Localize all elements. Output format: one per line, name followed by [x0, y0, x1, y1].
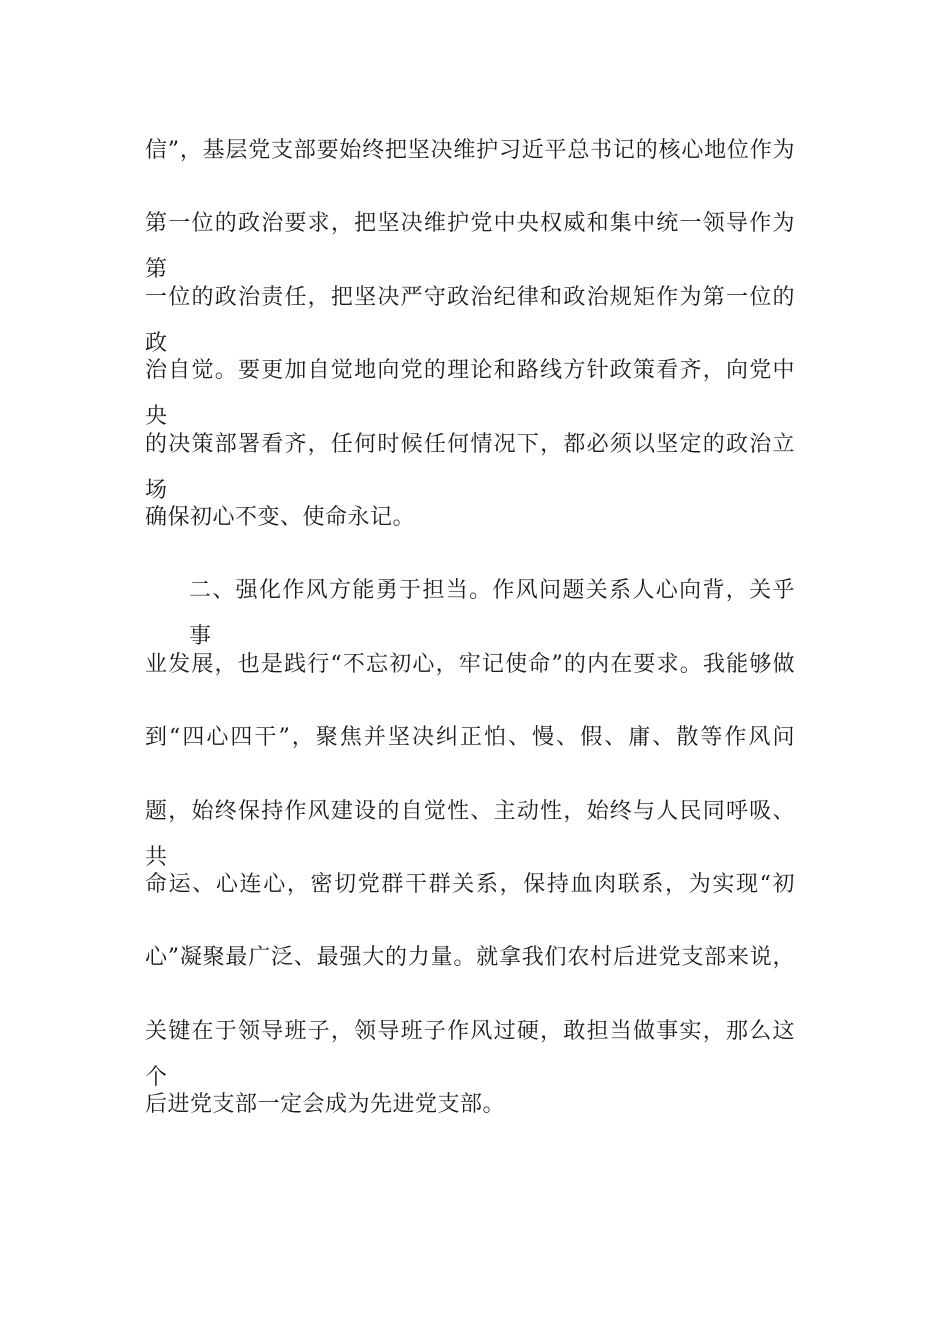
text-line-12: 心”凝聚最广泛、最强大的力量。就拿我们农村后进党支部来说， [145, 945, 795, 971]
text-line-13: 关键在于领导班子，领导班子作风过硬，敢担当做事实，那么这个 [145, 1018, 795, 1090]
text-line-4: 治自觉。要更加自觉地向党的理论和路线方针政策看齐，向党中央 [145, 358, 795, 430]
text-line-6: 确保初心不变、使命永记。 [145, 504, 416, 530]
text-line-14: 后进党支部一定会成为先进党支部。 [145, 1092, 506, 1118]
text-line-1: 信”，基层党支部要始终把坚决维护习近平总书记的核心地位作为 [145, 138, 795, 163]
text-line-10: 题，始终保持作风建设的自觉性、主动性，始终与人民同呼吸、共 [145, 798, 795, 870]
text-line-3: 一位的政治责任，把坚决严守政治纪律和政治规矩作为第一位的政 [145, 284, 795, 356]
text-line-7-paragraph-start: 二、强化作风方能勇于担当。作风问题关系人心向背，关乎事 [189, 578, 795, 650]
text-line-8: 业发展，也是践行“不忘初心，牢记使命”的内在要求。我能够做 [145, 651, 795, 677]
text-line-9: 到“四心四干”，聚焦并坚决纠正怕、慢、假、庸、散等作风问 [145, 725, 795, 751]
text-line-5: 的决策部署看齐，任何时候任何情况下，都必须以坚定的政治立场 [145, 431, 795, 503]
body-text [145, 128, 795, 1155]
text-line-11: 命运、心连心，密切党群干群关系，保持血肉联系，为实现“初 [145, 871, 795, 897]
text-line-2: 第一位的政治要求，把坚决维护党中央权威和集中统一领导作为第 [145, 211, 795, 283]
